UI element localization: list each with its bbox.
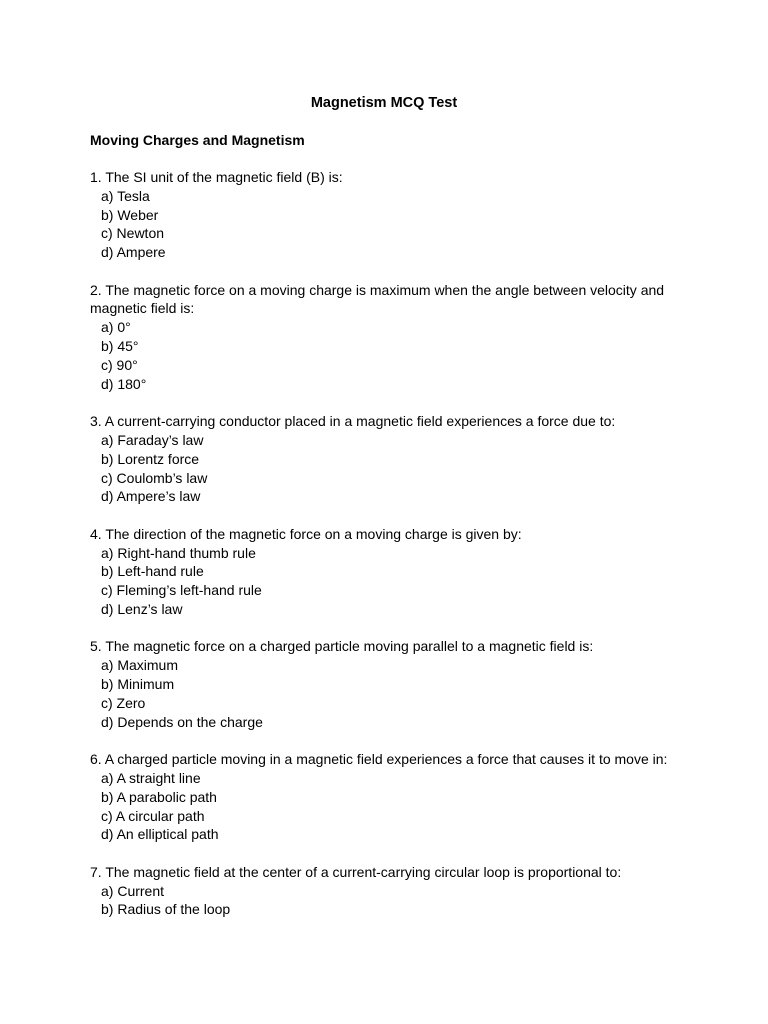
- option-list: [90, 431, 680, 506]
- question-item: [90, 525, 680, 619]
- option-list: [90, 544, 680, 619]
- question-item: [90, 637, 680, 731]
- question-list: [90, 168, 680, 938]
- option-item: c) 90°: [101, 356, 138, 373]
- option-item: c) Newton: [101, 225, 165, 242]
- question-text: 2. The magnetic force on a moving charge is maximum when the angle between velocity and magnetic field is:: [90, 281, 665, 317]
- question-text: 5. The magnetic force on a charged particle moving parallel to a magnetic field is:: [90, 638, 594, 655]
- question-text: 1. The SI unit of the magnetic field (B) is:: [90, 169, 343, 185]
- option-list: [90, 187, 680, 262]
- option-item: a) Right-hand thumb rule: [101, 544, 256, 561]
- option-item: c) Zero: [101, 694, 146, 711]
- option-item: b) A parabolic path: [101, 788, 217, 805]
- option-item: d) Lenz’s law: [101, 601, 183, 617]
- question-text: 6. A charged particle moving in a magnetic field experiences a force that causes it to move in:: [90, 751, 668, 768]
- option-item: a) A straight line: [101, 769, 201, 786]
- question-text: 4. The direction of the magnetic force on a moving charge is given by:: [90, 525, 522, 542]
- question-text: 3. A current-carrying conductor placed in a magnetic field experiences a force due to:: [90, 413, 616, 430]
- option-item: a) 0°: [101, 319, 131, 336]
- option-item: b) 45°: [101, 338, 139, 355]
- option-item: a) Maximum: [101, 657, 179, 674]
- question-item: [90, 168, 680, 262]
- option-item: c) Fleming’s left-hand rule: [101, 582, 262, 599]
- option-item: b) Weber: [101, 206, 159, 223]
- option-item: d) Ampere’s law: [101, 488, 201, 505]
- section-heading: Moving Charges and Magnetism: [90, 132, 305, 148]
- question-item: [90, 281, 680, 394]
- option-list: [90, 882, 680, 920]
- option-list: [90, 318, 680, 393]
- question-text: 7. The magnetic field at the center of a current-carrying circular loop is proportional to:: [90, 863, 622, 880]
- question-item: [90, 750, 680, 844]
- option-item: a) Faraday’s law: [101, 431, 204, 448]
- option-item: b) Lorentz force: [101, 450, 200, 467]
- option-item: d) Depends on the charge: [101, 713, 263, 730]
- option-list: [90, 656, 680, 731]
- option-item: d) An elliptical path: [101, 826, 219, 843]
- option-item: b) Left-hand rule: [101, 563, 204, 580]
- option-item: c) A circular path: [101, 807, 205, 824]
- option-item: b) Radius of the loop: [101, 901, 231, 918]
- page-title: Magnetism MCQ Test: [310, 95, 458, 111]
- option-item: c) Coulomb’s law: [101, 469, 208, 486]
- option-item: a) Tesla: [101, 187, 150, 204]
- question-item: [90, 863, 680, 919]
- option-item: d) 180°: [101, 375, 147, 392]
- option-item: d) Ampere: [101, 244, 166, 261]
- option-item: a) Current: [101, 882, 165, 899]
- option-item: b) Minimum: [101, 676, 175, 693]
- option-list: [90, 769, 680, 844]
- question-item: [90, 412, 680, 506]
